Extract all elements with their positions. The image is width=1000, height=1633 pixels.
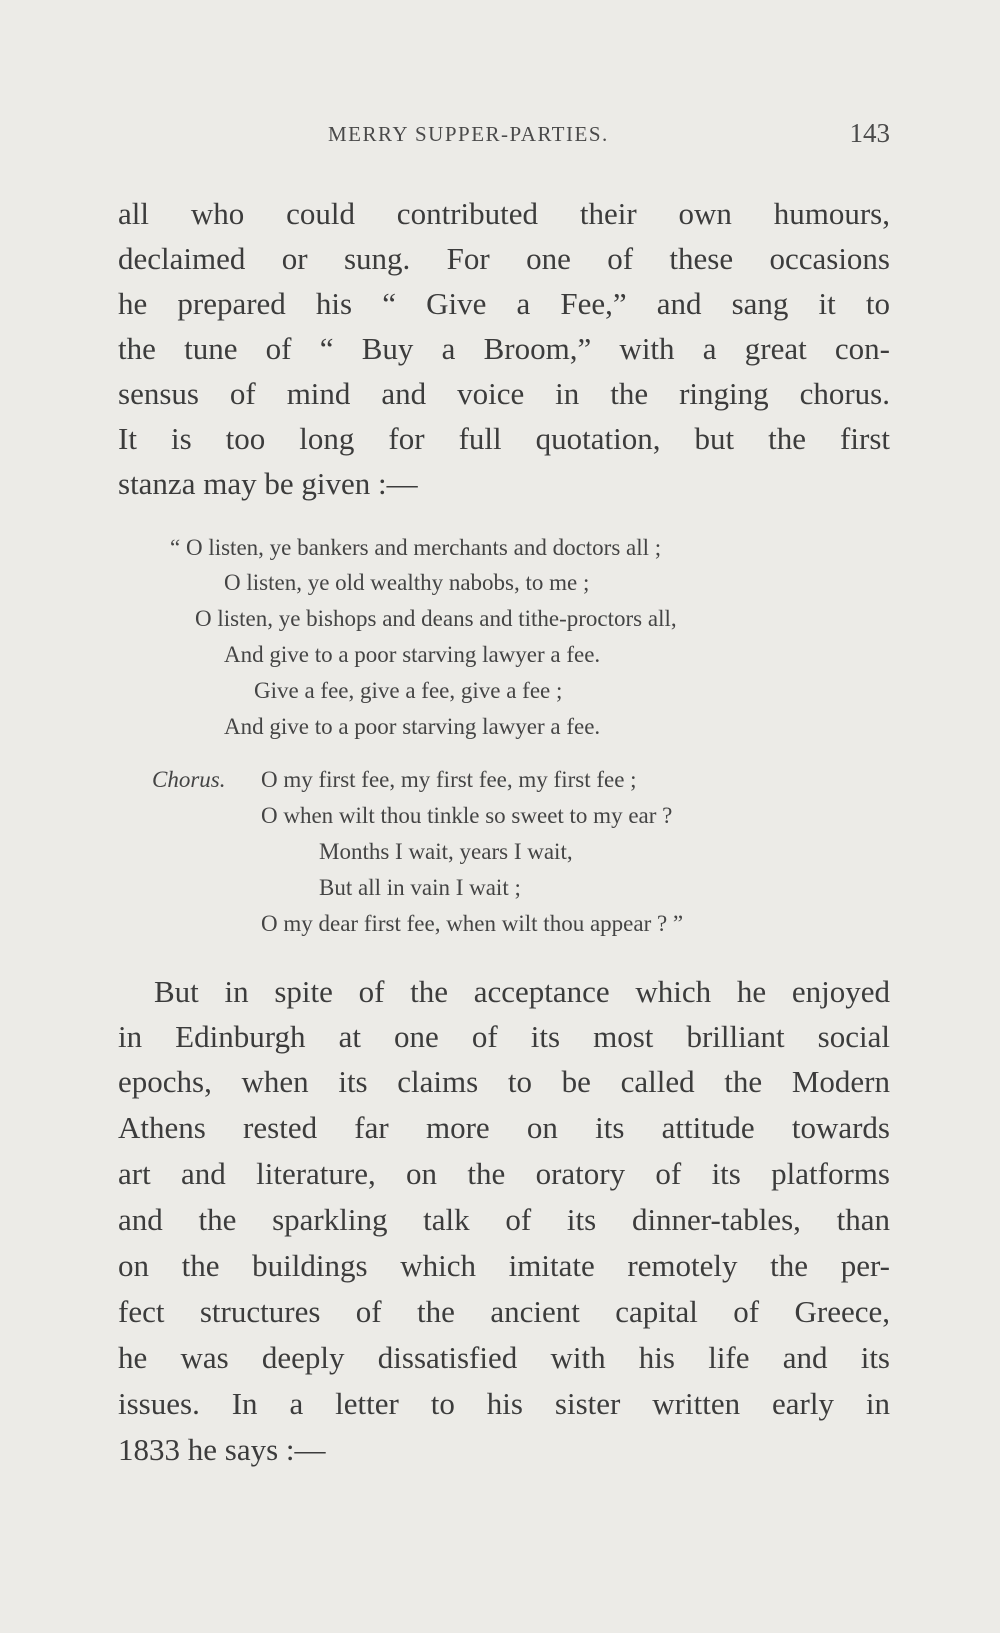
text-line: It is too long for full quotation, but the first [118,421,890,456]
text-line: all who could contributed their own humours, [118,196,890,231]
text-line: But in spite of the acceptance which he enjoyed [154,974,890,1009]
text-line: stanza may be given :— [118,466,418,501]
page-number: 143 [849,118,890,148]
verse-line: O listen, ye old wealthy nabobs, to me ; [224,570,590,595]
text-line: epochs, when its claims to be called the Modern [118,1064,890,1099]
text-line: and the sparkling talk of its dinner-tables, than [118,1202,890,1237]
text-line: declaimed or sung. For one of these occasions [118,241,890,276]
text-line: the tune of “ Buy a Broom,” with a great con- [118,331,890,366]
chorus-line: But all in vain I wait ; [319,875,521,900]
text-line: on the buildings which imitate remotely the per- [118,1248,890,1283]
chorus-label: Chorus. [152,767,226,792]
text-line: Athens rested far more on its attitude towards [118,1110,890,1145]
chorus-line: O my first fee, my first fee, my first fee ; [261,767,637,792]
verse-line: And give to a poor starving lawyer a fee. [224,714,601,739]
text-line: 1833 he says :— [118,1432,326,1467]
verse-line: “ O listen, ye bankers and merchants and doctors all ; [170,535,662,560]
chorus-line: O my dear first fee, when wilt thou appear ? ” [261,911,684,936]
chorus-line: O when wilt thou tinkle so sweet to my ear ? [261,803,673,828]
running-head [118,118,890,152]
text-line: issues. In a letter to his sister written early in [118,1386,890,1421]
text-line: he prepared his “ Give a Fee,” and sang it to [118,286,890,321]
verse-line: Give a fee, give a fee, give a fee ; [254,678,563,703]
text-line: in Edinburgh at one of its most brilliant social [118,1019,890,1054]
text-line: he was deeply dissatisfied with his life and its [118,1340,890,1375]
text-line: sensus of mind and voice in the ringing chorus. [118,376,890,411]
verse-line: And give to a poor starving lawyer a fee. [224,642,601,667]
chorus-line: Months I wait, years I wait, [319,839,573,864]
text-line: fect structures of the ancient capital of Greece, [118,1294,890,1329]
running-title: MERRY SUPPER-PARTIES. [328,122,609,146]
text-line: art and literature, on the oratory of its platforms [118,1156,890,1191]
verse-line: O listen, ye bishops and deans and tithe-proctors all, [195,606,677,631]
